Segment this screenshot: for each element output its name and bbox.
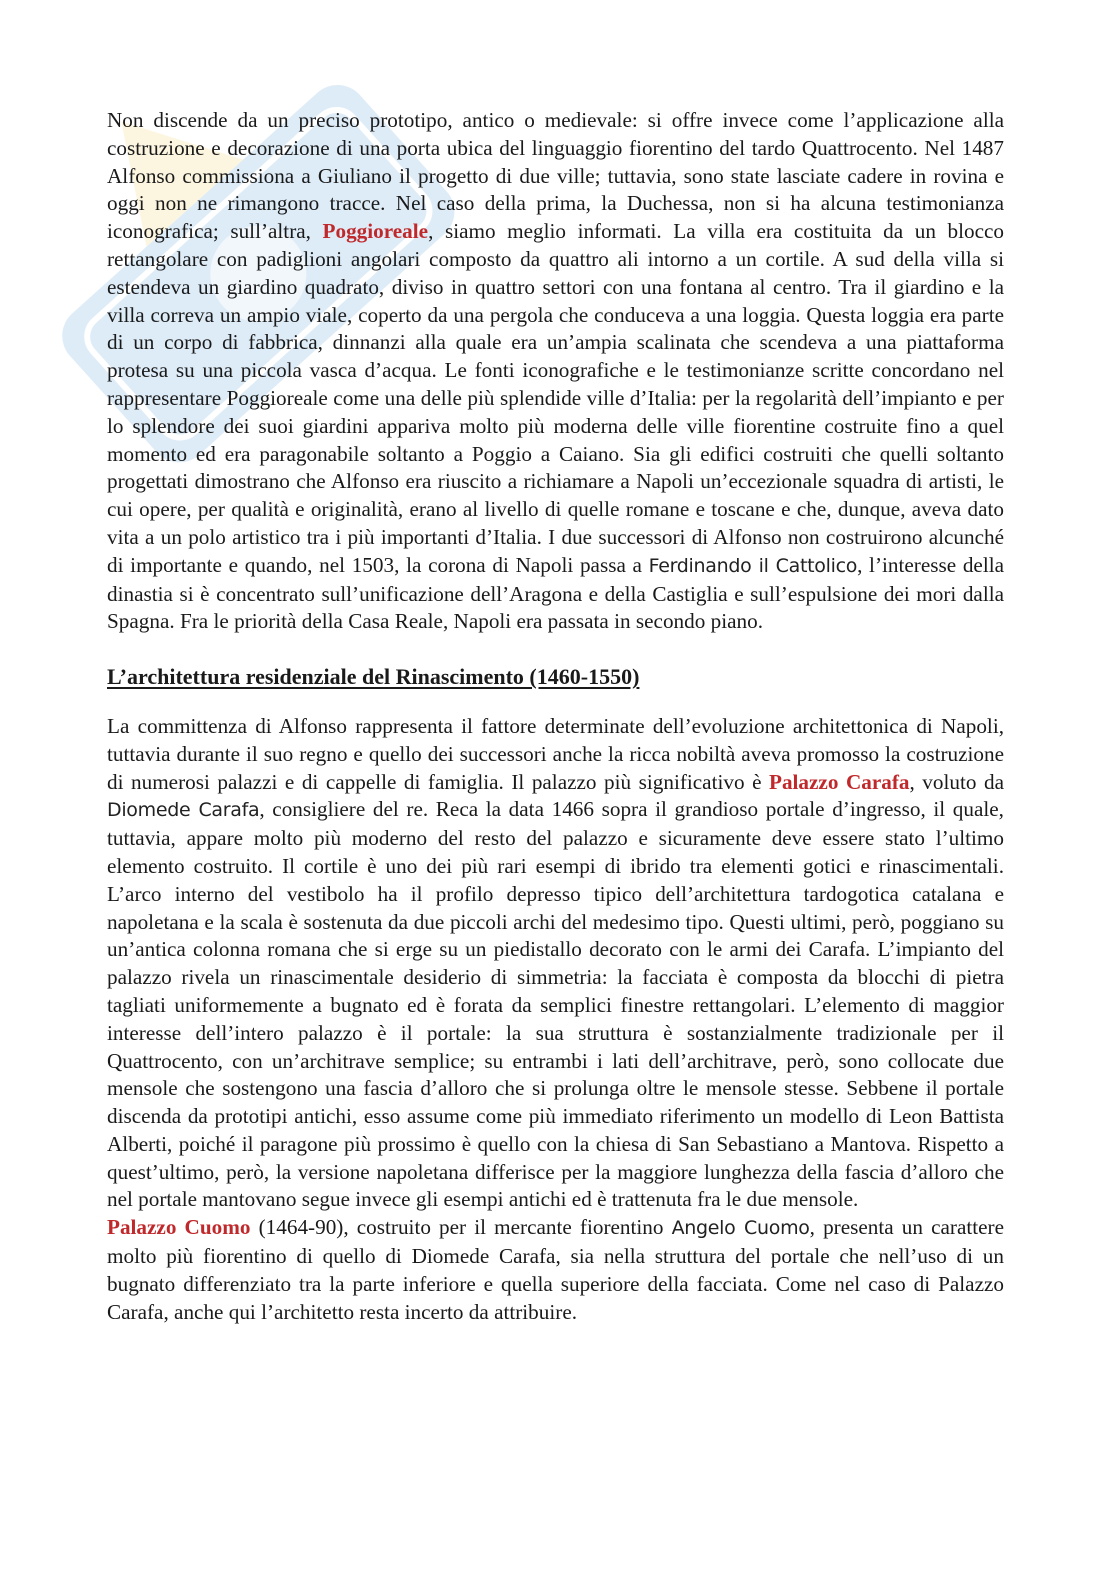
highlight-ferdinando: Ferdinando il Cattolico: [648, 554, 858, 577]
highlight-angelo-cuomo: Angelo Cuomo: [671, 1217, 810, 1240]
paragraph-palazzo-carafa: [107, 713, 1004, 1214]
highlight-palazzo-cuomo: Palazzo Cuomo: [107, 1215, 251, 1240]
paragraph-text: Non discende da un preciso prototipo, antico o medievale: si offre invece come l’applicazione alla costruzione e decorazione di una porta ubica del linguaggio fiorentino del tardo Quattrocento. Nel 1487 Alfonso commissiona a Giuliano il progetto di due ville; tuttavia, sono state lasciate cadere in rovina e oggi non ne rimangono tracce. Nel caso della prima, la Duchessa, non si ha alcuna testimonianza iconografica; sull’altra,: [107, 108, 1004, 244]
document-page: [107, 107, 1004, 1326]
paragraph-text: (1464-90), costruito per il mercante fiorentino: [250, 1215, 672, 1240]
paragraph-palazzo-cuomo: [107, 1214, 1004, 1326]
paragraph-text: , voluto da: [909, 769, 1004, 794]
paragraph-text: , consigliere del re. Reca la data 1466 sopra il grandioso portale d’ingresso, il quale, tuttavia, appare molto più moderno del resto del palazzo e sicuramente deve essere stato l’ultimo elemento costruito. Il cortile è uno dei più rari esempi di ibrido tra elementi gotici e rinascimentali. L’arco interno del vestibolo ha il profilo depresso tipico dell’architettura tardogotica catalana e napoletana e la scala è sostenuta da due piccoli archi del medesimo tipo. Questi ultimi, però, poggiano su un’antica colonna romana che si erge su un piedistallo decorato con le armi dei Carafa. L’impianto del palazzo rivela un rinascimentale desiderio di simmetria: la facciata è composta da blocchi di pietra tagliati uniformemente a bugnato ed è forata da semplici finestre rettangolari. L’elemento di maggior interesse dell’intero palazzo è il portale: la sua struttura è sostanzialmente tradizionale per il Quattrocento, con un’architrave semplice; su entrambi i lati dell’architrave, però, sono collocate due mensole che sostengono una fascia d’alloro che si prolunga oltre le mensole stesse. Sebbene il portale discenda da prototipi antichi, esso assume come più immediato riferimento un modello di Leon Battista Alberti, poiché il paragone più prossimo è quello con la chiesa di San Sebastiano a Mantova. Rispetto a quest’ultimo, però, la versione napoletana differisce per la maggiore lunghezza della fascia d’alloro che nel portale mantovano segue invece gli esempi antichi ed è trattenuta fra le due mensole.: [107, 797, 1004, 1212]
paragraph-text: , l’interesse della dinastia si è concentrato sull’unificazione dell’Aragona e della Castiglia e sull’espulsione dei mori dalla Spagna. Fra le priorità della Casa Reale, Napoli era passata in secondo piano.: [107, 552, 1004, 634]
highlight-diomede-carafa: Diomede Carafa: [107, 799, 260, 822]
paragraph-text: La committenza di Alfonso rappresenta il fattore determinate dell’evoluzione architettonica di Napoli, tuttavia durante il suo regno e quello dei successori anche la ricca nobiltà aveva promosso la costruzione di numerosi palazzi e di cappelle di famiglia. Il palazzo più significativo è: [107, 713, 1004, 794]
highlight-palazzo-carafa: Palazzo Carafa: [769, 769, 910, 794]
paragraph-text: , presenta un carattere molto più fiorentino di quello di Diomede Carafa, sia nella struttura del portale che nell’uso di un bugnato differenziato tra la parte inferiore e quella superiore della facciata. Come nel caso di Palazzo Carafa, anche qui l’architetto resta incerto da attribuire.: [107, 1215, 1005, 1324]
section-title: L’architettura residenziale del Rinascimento (1460-1550): [107, 664, 640, 690]
highlight-poggioreale: Poggioreale: [322, 219, 429, 244]
paragraph-text: , siamo meglio informati. La villa era costituita da un blocco rettangolare con padiglioni angolari composto da quattro ali intorno a un cortile. A sud della villa si estendeva un giardino quadrato, diviso in quattro settori con una fontana al centro. Tra il giardino e la villa correva un ampio viale, coperto da una pergola che conduceva a una loggia. Questa loggia era parte di un corpo di fabbrica, dinnanzi alla quale era un’ampia scalinata che scendeva a una piattaforma protesa su una piccola vasca d’acqua. Le fonti iconografiche e le testimonianze scritte concordano nel rappresentare Poggioreale come una delle più splendide ville d’Italia: per la regolarità dell’impianto e per lo splendore dei suoi giardini appariva molto più moderna delle ville fiorentine costruite fino a quel momento ed era paragonabile soltanto a Poggio a Caiano. Sia gli edifici costruiti che quelli soltanto progettati dimostrano che Alfonso era riuscito a richiamare a Napoli un’eccezionale squadra di artisti, le cui opere, per qualità e originalità, erano al livello di quelle romane e toscane e che, dunque, aveva dato vita a un polo artistico tra i più importanti d’Italia. I due successori di Alfonso non costruirono alcunché di importante e quando, nel 1503, la corona di Napoli passa a: [107, 219, 1005, 577]
paragraph-poggioreale: [107, 107, 1004, 636]
